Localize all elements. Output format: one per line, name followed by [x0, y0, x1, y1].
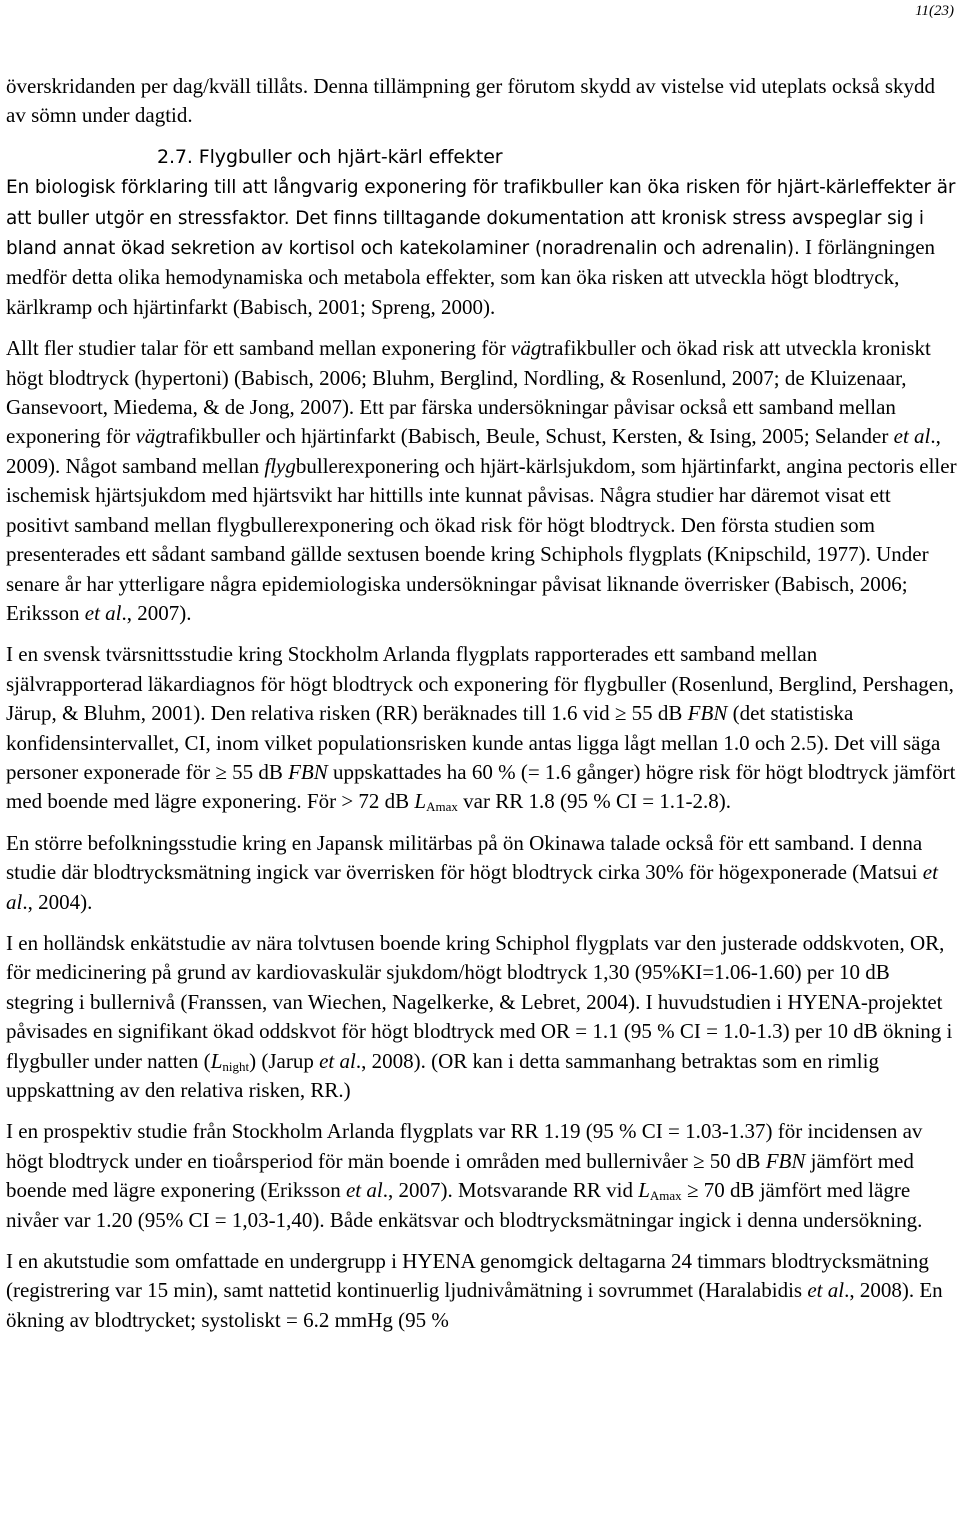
section-heading: 2.7. Flygbuller och hjärt-kärl effekter [157, 145, 503, 168]
intro-paragraph: överskridanden per dag/kväll tillåts. Denna tillämpning ger förutom skydd av vistelse vid uteplats också skydd av sömn under dagtid. [6, 74, 936, 128]
paragraph-road-traffic: Allt fler studier talar för ett samband mellan exponering för vägtrafikbuller och ökad risk att utveckla kroniskt högt blodtryck (hypertoni) (Babisch, 2006; Bluhm, Berglind, Nordling, & Rosenlund, 2007; de Kluizenaar, Gansevoort, Miedema, & de Jong, 2007). Ett par färska undersökningar påvisar också ett samband mellan exponering för vägtrafikbuller och hjärtinfarkt (Babisch, Beule, Schust, Kersten, & Ising, 2005; Selander et al., 2009). Något samband mellan flygbullerexponering och hjärt-kärlsjukdom, som hjärtinfarkt, angina pectoris eller ischemisk hjärtsjukdom med hjärtsvikt har hittills inte kunnat påvisas. Några studier har däremot visat ett positivt samband mellan flygbullerexponering och ökad risk för högt blodtryck. Den första studien som presenterades ett sådant samband gällde sextusen boende kring Schiphols flygplats (Knipschild, 1977). Under senare år har ytterligare några epidemiologiska undersökningar påvisat liknande överrisker (Babisch, 2006; Eriksson et al., 2007). [6, 336, 957, 625]
paragraph-arlanda-prospective: I en prospektiv studie från Stockholm Arlanda flygplats var RR 1.19 (95 % CI = 1.03-1.37) för incidensen av högt blodtryck under en tioårsperiod för män boende i områden med bullernivåer ≥ 50 dB FBN jämfört med boende med lägre exponering (Eriksson et al., 2007). Motsvarande RR vid $L_{Amax} \ge 70$ dB jämfört med lägre nivåer var 1.20 (95% CI = 1,03-1,40). Både enkätsvar och blodtrycksmätningar ingick i denna undersökning. [6, 1119, 923, 1232]
paragraph-okinawa: En större befolkningsstudie kring en Japansk militärbas på ön Okinawa talade också för ett samband. I denna studie där blodtrycksmätning ingick var överrisken för högt blodtryck cirka 30% för högexponerade (Matsui et al., 2004). [6, 830, 938, 914]
section-paragraph [6, 172, 958, 322]
document-body [6, 72, 958, 1335]
paragraph-hyena-acute: I en akutstudie som omfattade en undergrupp i HYENA genomgick deltagarna 24 timmars blodtrycksmätning (registrering var 15 min), samt nattetid kontinuerlig ljudnivåmätning i sovrummet (Haralabidis et al., 2008). En ökning av blodtrycket; systoliskt = 6.2 mmHg (95 % [6, 1249, 943, 1332]
page-number: 11(23) [915, 3, 954, 19]
paragraph-schiphol: I en holländsk enkätstudie av nära tolvtusen boende kring Schiphol flygplats var den justerade oddskvoten, OR, för medicinering på grund av kardiovaskulär sjukdom/högt blodtryck 1,30 (95%KI=1.06-1.60) per 10 dB stegring i bullernivå (Franssen, van Wiechen, Nagelkerke, & Lebret, 2004). I huvudstudien i HYENA-projektet påvisades en signifikant ökad oddskvot för högt blodtryck med OR = 1.1 (95 % CI = 1.0-1.3) per 10 dB ökning i flygbuller under natten $(L_{night})$ (Jarup et al., 2008). (OR kan i detta sammanhang betraktas som en rimlig uppskattning av den relativa risken, RR.) [6, 930, 953, 1102]
section-text-serif: I förlängningen medför detta olika hemodynamiska och metabola effekter, som kan öka risken att utveckla högt blodtryck, kärlkramp och hjärtinfarkt (Babisch, 2001; Spreng, 2000). [6, 235, 936, 319]
paragraph-arlanda-cross-sectional: I en svensk tvärsnittsstudie kring Stockholm Arlanda flygplats rapporterades ett samband mellan självrapporterad läkardiagnos för högt blodtryck och exponering för flygbuller (Rosenlund, Berglind, Pershagen, Järup, & Bluhm, 2001). Den relativa risken (RR) beräknades till 1.6 vid ≥ 55 dB FBN (det statistiska konfidensintervallet, CI, inom vilket populationsrisken kunde antas ligga lågt mellan 1.0 och 2.5). Det vill säga personer exponerade för ≥ 55 dB FBN uppskattades ha 60 % (= 1.6 gånger) högre risk för högt blodtryck jämfört med boende med lägre exponering. För > 72 dB $L_{Amax}$ var RR 1.8 (95 % CI = 1.1-2.8). [6, 642, 956, 815]
section-text-sans: En biologisk förklaring till att långvarig exponering för trafikbuller kan öka risken för hjärt-kärleffekter är att buller utgör en stressfaktor. Det finns tilltagande dokumentation att kronisk stress avspeglar sig i bland annat ökad sekretion av kortisol och katekolaminer (noradrenalin och adrenalin). [6, 177, 956, 260]
